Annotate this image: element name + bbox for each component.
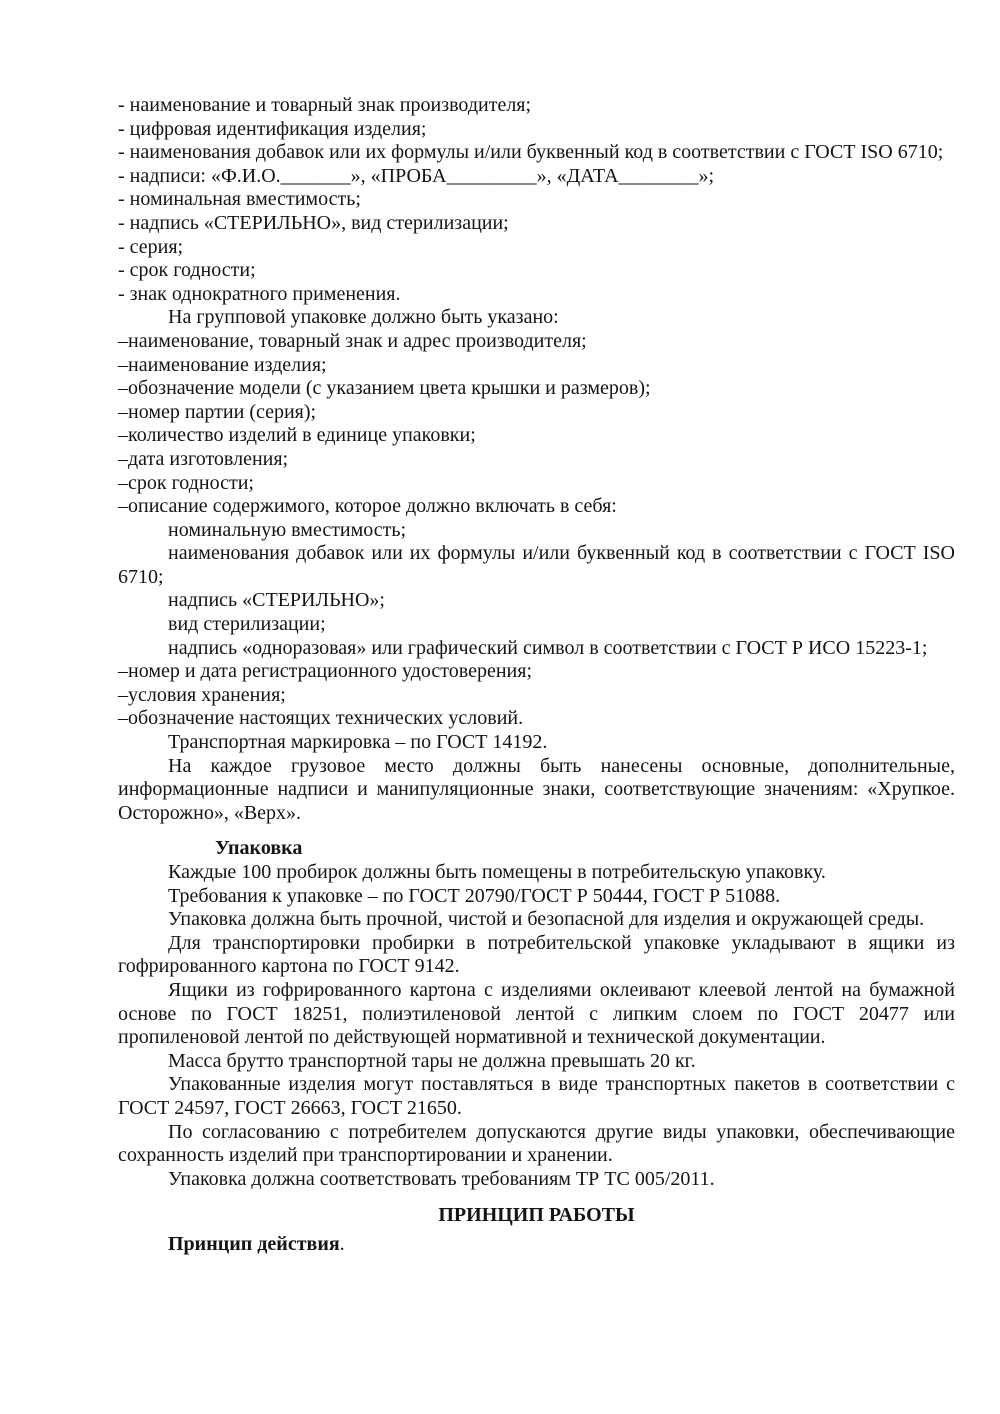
list-item-hyphen: - надпись «СТЕРИЛЬНО», вид стерилизации; bbox=[118, 211, 509, 234]
list-item-sub: надпись «СТЕРИЛЬНО»; bbox=[168, 589, 385, 612]
paragraph: Требования к упаковке – по ГОСТ 20790/ГОСТ Р 50444, ГОСТ Р 51088. bbox=[168, 884, 781, 907]
paragraph: Масса брутто транспортной тары не должна превышать 20 кг. bbox=[168, 1049, 696, 1072]
list-item-dash: –описание содержимого, которое должно включать в себя: bbox=[118, 495, 617, 518]
list-item-hyphen: - цифровая идентификация изделия; bbox=[118, 117, 427, 140]
paragraph: Ящики из гофрированного картона с изделиями оклеивают клеевой лентой на бумажной основе по ГОСТ 18251, полиэтиленовой лентой с липким слоем по ГОСТ 20477 или пропиленовой лентой по действующей нормативной и технической документации. bbox=[118, 978, 955, 1049]
list-item-hyphen: - серия; bbox=[118, 235, 184, 258]
text-area bbox=[118, 94, 955, 1257]
paragraph: По согласованию с потребителем допускаются другие виды упаковки, обеспечивающие сохранность изделий при транспортировании и хранении. bbox=[118, 1120, 955, 1167]
lead-rest-text: . bbox=[339, 1232, 345, 1255]
paragraph: Каждые 100 пробирок должны быть помещены в потребительскую упаковку. bbox=[168, 861, 826, 883]
paragraph: Упакованные изделия могут поставляться в виде транспортных пакетов в соответствии с ГОСТ 24597, ГОСТ 26663, ГОСТ 21650. bbox=[118, 1073, 955, 1119]
list-item-dash: –обозначение настоящих технических условий. bbox=[118, 707, 524, 730]
paragraph: Упаковка должна быть прочной, чистой и безопасной для изделия и окружающей среды. bbox=[168, 908, 925, 931]
list-item-hyphen: - срок годности; bbox=[118, 259, 256, 282]
lead-bold-text: Принцип действия bbox=[168, 1232, 340, 1255]
list-item-hyphen: - наименования добавок или их формулы и/или буквенный код в соответствии с ГОСТ ISO 6710; bbox=[118, 141, 944, 164]
list-item-dash: –номер партии (серия); bbox=[118, 400, 317, 423]
list-item-sub: надпись «одноразовая» или графический символ в соответствии с ГОСТ Р ИСО 15223-1; bbox=[168, 636, 928, 659]
list-item-hyphen: - номинальная вместимость; bbox=[118, 188, 361, 211]
list-item-hyphen: - знак однократного применения. bbox=[118, 282, 401, 305]
list-item-dash: –количество изделий в единице упаковки; bbox=[118, 424, 476, 447]
list-item-hyphen: - наименование и товарный знак производителя; bbox=[118, 94, 532, 116]
list-item-hyphen: - надписи: «Ф.И.О._______», «ПРОБА_________», «ДАТА________»; bbox=[118, 164, 715, 187]
paragraph: На каждое грузовое место должны быть нанесены основные, дополнительные, информационные надписи и манипуляционные знаки, соответствующие значениям: «Хрупкое. Осторожно», «Верх». bbox=[118, 754, 955, 824]
list-item-dash: –срок годности; bbox=[118, 471, 254, 494]
list-item-dash: –условия хранения; bbox=[118, 683, 286, 706]
list-item-sub: номинальную вместимость; bbox=[168, 518, 407, 541]
paragraph: Для транспортировки пробирки в потребительской упаковке укладывают в ящики из гофрированного картона по ГОСТ 9142. bbox=[118, 931, 955, 978]
paragraph: Упаковка должна соответствовать требованиям ТР ТС 005/2011. bbox=[168, 1167, 715, 1190]
list-item-dash: –дата изготовления; bbox=[118, 447, 289, 470]
list-item-dash: –наименование, товарный знак и адрес производителя; bbox=[118, 329, 587, 352]
packaging-section-heading: Упаковка bbox=[215, 837, 303, 860]
list-item-dash: –обозначение модели (с указанием цвета крышки и размеров); bbox=[118, 377, 651, 400]
paragraph: Транспортная маркировка – по ГОСТ 14192. bbox=[168, 731, 548, 754]
paragraph: На групповой упаковке должно быть указано: bbox=[168, 306, 559, 329]
principle-section-heading: ПРИНЦИП РАБОТЫ bbox=[438, 1204, 635, 1227]
list-item-dash: –наименование изделия; bbox=[118, 353, 327, 376]
list-item-sub: вид стерилизации; bbox=[168, 613, 326, 636]
list-item-sub: наименования добавок или их формулы и/или буквенный код в соответствии с ГОСТ ISO 6710; bbox=[118, 542, 955, 588]
principle-lead-paragraph bbox=[118, 1233, 955, 1257]
list-item-dash: –номер и дата регистрационного удостоверения; bbox=[118, 660, 533, 683]
